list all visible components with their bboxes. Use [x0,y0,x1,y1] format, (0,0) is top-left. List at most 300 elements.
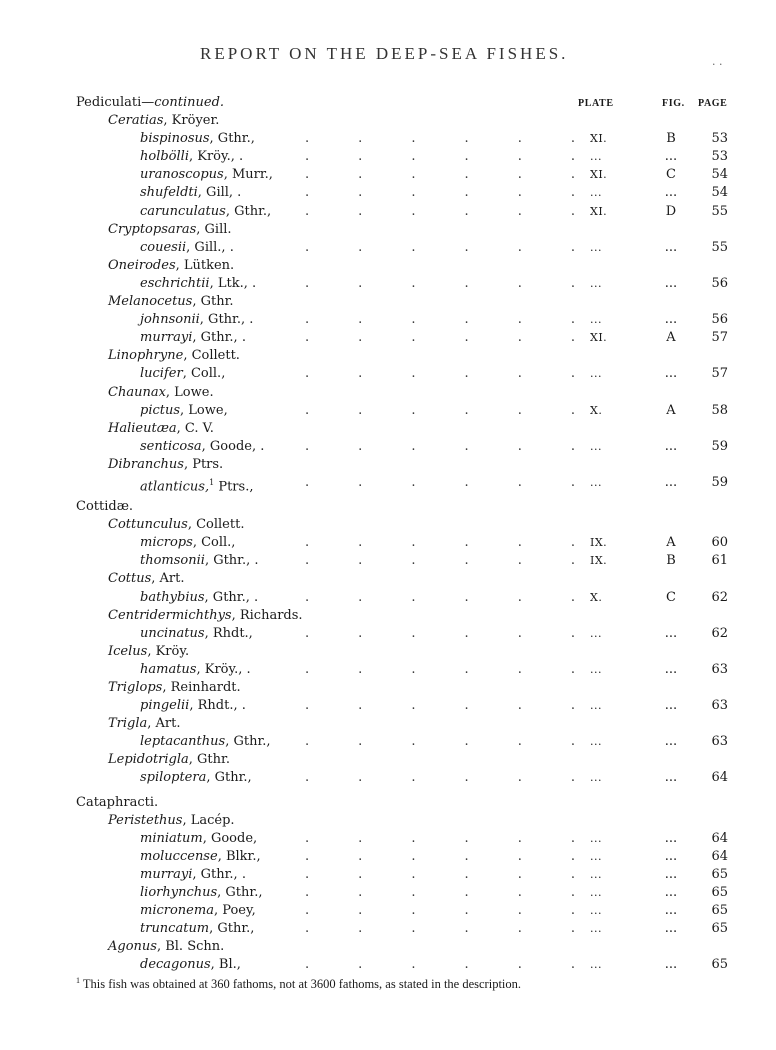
page-cell: 57 [711,330,728,346]
plate-cell: ... [590,771,602,785]
continued-label: —continued. [141,95,225,110]
fig-cell: D [665,203,677,219]
dot-leader: . . . . . . [305,903,575,919]
taxon-name: couesii [140,239,187,255]
page-cell: 62 [711,625,728,641]
taxon-name: holbölli [140,149,189,165]
entry-label [108,679,241,697]
plate-cell: ... [590,276,602,290]
taxon-authority: , C. V. [176,420,214,436]
taxon-authority: , Lütken. [175,257,235,273]
fig-cell: ... [664,698,678,714]
taxon-name: Dibranchus [108,456,184,472]
entry-label [140,769,252,787]
species-row [0,203,776,221]
entry-label [140,848,261,866]
genus-row [0,715,776,733]
entry-label [140,697,246,715]
plate-cell: ... [590,475,602,489]
dot-leader: . . . . . . [305,698,575,714]
dot-leader: . . . . . . [305,885,575,901]
footnote-marker: 1 [76,976,80,985]
taxon-authority: , Gthr., [225,734,271,750]
genus-row [0,812,776,830]
plate-cell: IX. [590,536,608,550]
entry-label [140,166,273,184]
genus-row [0,679,776,697]
plate-cell: ... [590,439,602,453]
plate-cell: ... [590,958,602,972]
dot-leader: . . . . . . [305,366,575,382]
taxon-authority: , Gthr., . [199,312,254,328]
taxon-name: micronema [140,903,214,919]
genus-row [0,516,776,534]
entry-label [140,589,258,607]
taxon-authority: , Rhdt., [204,625,253,641]
plate-cell: ... [590,240,602,254]
dot-leader: . . . . . . [305,203,575,219]
taxon-name: Cryptopsaras [108,221,197,237]
fig-cell: ... [664,239,678,255]
taxon-authority: , Poey, [213,903,256,919]
page-cell: 64 [711,848,728,864]
fig-cell: ... [664,830,678,846]
plate-cell: ... [590,699,602,713]
fig-cell: A [666,535,676,551]
taxon-authority: , Collett. [183,348,240,364]
dot-leader: . . . . . . [305,149,575,165]
page-cell: 64 [711,770,728,786]
fig-cell: ... [664,866,678,882]
plate-cell: XI. [590,168,608,182]
taxon-name: murrayi [140,866,193,882]
taxon-authority: , Collett. [187,517,245,533]
entry-label [140,956,241,974]
species-row [0,311,776,329]
entry-label [108,456,223,474]
taxon-name: Cottus [108,571,152,587]
page-cell: 60 [711,535,728,551]
species-row [0,769,776,787]
species-row [0,902,776,920]
fig-cell: ... [664,149,678,165]
fig-cell: B [666,131,676,147]
taxon-authority: , Goode, [202,830,258,846]
fig-cell: B [666,553,676,569]
entry-label [140,239,234,257]
genus-row [0,643,776,661]
species-row [0,956,776,974]
taxon-authority: , Kröy., . [196,661,251,677]
dot-leader: . . . . . . [305,330,575,346]
taxon-name: Ceratias [108,113,164,129]
taxon-name: pictus [140,402,181,418]
species-row [0,438,776,456]
taxon-authority: , Blkr., [217,848,261,864]
taxon-name: Agonus [108,939,157,955]
fig-cell: ... [664,366,678,382]
page-cell: 55 [711,203,728,219]
taxon-name: uncinatus [140,625,205,641]
taxon-name: bispinosus [140,131,210,147]
dot-leader: . . . . . . [305,275,575,291]
entry-label [76,498,133,516]
taxon-name: Triglops [108,680,163,695]
plate-cell: IX. [590,554,608,568]
taxon-name: lucifer [140,366,183,382]
plate-cell: ... [590,367,602,381]
page-cell: 59 [711,474,728,490]
taxon-name: spiloptera [140,770,207,786]
dot-leader: . . . . . . [305,185,575,201]
dot-leader: . . . . . . [305,553,575,569]
species-row [0,184,776,202]
plate-cell: ... [590,313,602,327]
species-row [0,920,776,938]
column-header-plate: PLATE [578,98,614,109]
dot-leader: . . . . . . [305,830,575,846]
plate-cell: ... [590,867,602,881]
page-cell: 61 [711,553,728,569]
fig-cell: ... [664,438,678,454]
page-cell: 64 [711,830,728,846]
taxon-authority: , Goode, . [201,438,265,454]
taxon-name: Chaunax [108,384,166,400]
species-row [0,365,776,383]
genus-row [0,751,776,769]
entry-label [108,420,214,438]
taxon-authority: , Gthr., . [192,866,246,882]
entry-label [108,643,189,661]
family-heading-row [0,94,776,112]
species-row [0,625,776,643]
fig-cell: ... [664,275,678,291]
taxon-name: Lepidotrigla [108,752,189,768]
taxon-name: atlanticus, [140,479,210,495]
entry-label [108,112,219,130]
dot-leader: . . . . . . [305,848,575,864]
taxon-name: miniatum [140,830,203,846]
species-row [0,884,776,902]
taxon-authority: , Kröy. [147,643,190,659]
plate-cell: XI. [590,331,608,345]
species-row [0,552,776,570]
dot-leader: . . . . . . [305,661,575,677]
entry-label [108,293,234,311]
taxon-authority: , Kröy., . [188,149,244,165]
entry-label [140,474,253,496]
plate-cell: ... [590,735,602,749]
taxon-authority: , Gthr., [209,131,255,147]
entry-label [140,902,256,920]
entry-label [140,661,251,679]
page-cell: 63 [711,698,728,714]
entry-label [140,184,241,202]
column-header-fig: FIG. [662,98,685,109]
entry-label [140,830,257,848]
taxon-authority: , Gill, . [197,185,242,201]
taxon-name: Linophryne [108,348,184,364]
entry-label [140,438,264,456]
taxon-authority: , Art. [151,571,185,587]
plate-cell: ... [590,150,602,164]
species-row [0,275,776,293]
page-cell: 53 [711,149,728,165]
taxon-name: Trigla [108,716,148,732]
genus-row [0,293,776,311]
page-cell: 62 [711,589,728,605]
taxon-authority: , Rhdt., . [189,698,246,714]
species-row [0,589,776,607]
genus-row [0,938,776,956]
fig-cell: C [666,589,676,605]
page-cell: 59 [711,438,728,454]
species-row [0,130,776,148]
page-cell: 65 [711,921,728,937]
fig-cell: ... [664,474,678,490]
taxon-authority: , Murr., [223,167,273,183]
species-row [0,534,776,552]
entry-label [108,751,230,769]
taxon-authority: , Art. [147,716,181,732]
genus-row [0,347,776,365]
genus-row [0,221,776,239]
plate-cell: ... [590,626,602,640]
dot-leader: . . . . . . [305,734,575,750]
entry-label [140,275,256,293]
fig-cell: A [666,330,676,346]
taxon-name: Peristethus [108,812,183,828]
entry-label [140,365,225,383]
taxon-name: thomsonii [140,553,205,569]
entry-label [108,516,244,534]
species-row [0,329,776,347]
dot-leader: . . . . . . [305,866,575,882]
running-head-text: REPORT ON THE DEEP-SEA FISHES. [200,44,569,63]
genus-row [0,420,776,438]
plate-cell: X. [590,403,603,417]
species-row [0,239,776,257]
fig-cell: ... [664,185,678,201]
page-cell: 58 [711,402,728,418]
taxon-authority: , Gthr., [225,203,272,219]
entry-label [108,384,214,402]
taxon-name: uranoscopus [140,167,224,183]
taxon-name: moluccense [140,848,218,864]
fig-cell: ... [664,848,678,864]
taxon-name: eschrichtii [140,275,210,291]
entry-label [140,733,271,751]
page-folio: · · [712,58,723,71]
fig-cell: ... [664,921,678,937]
page-cell: 54 [711,167,728,183]
taxon-authority: , Lowe, [180,402,228,418]
page-cell: 65 [711,903,728,919]
taxon-authority: , Gill. [196,221,232,237]
species-row [0,830,776,848]
entry-label [108,938,224,956]
species-row [0,848,776,866]
taxon-name: murrayi [140,330,193,346]
taxon-name: pingelii [140,698,190,714]
entry-label [140,625,253,643]
family-heading-row [0,498,776,516]
taxon-authority: , Gthr., [217,885,263,901]
dot-leader: . . . . . . [305,438,575,454]
fig-cell: ... [664,957,678,973]
genus-row [0,456,776,474]
taxon-authority: , Richards. [231,607,303,623]
entry-label [140,402,228,420]
fig-cell: A [666,402,676,418]
fig-cell: ... [664,885,678,901]
page-cell: 53 [711,131,728,147]
taxon-name: Centridermichthys [108,607,232,623]
entry-label [108,347,240,365]
species-row [0,402,776,420]
taxon-name: liorhynchus [140,885,218,901]
taxon-authority: , Ptrs. [183,456,224,472]
index-table [0,94,776,975]
page-cell: 57 [711,366,728,382]
entry-label [140,866,246,884]
taxon-authority: , Gthr. [188,752,230,768]
dot-leader: . . . . . . [305,921,575,937]
taxon-name: Cataphracti. [76,794,159,810]
taxon-name: Icelus [108,643,148,659]
dot-leader: . . . . . . [305,312,575,328]
dot-leader: . . . . . . [305,589,575,605]
taxon-authority: , Kröyer. [163,113,220,129]
species-row [0,733,776,751]
taxon-name: Melanocetus [108,294,193,310]
entry-label [140,552,259,570]
species-row [0,148,776,166]
page-cell: 63 [711,734,728,750]
genus-row [0,257,776,275]
dot-leader: . . . . . . [305,625,575,641]
plate-cell: ... [590,662,602,676]
genus-row [0,112,776,130]
taxon-name: Halieutæa [108,420,177,436]
taxon-authority: , Lowe. [165,384,214,400]
plate-cell: ... [590,922,602,936]
page-cell: 55 [711,239,728,255]
taxon-authority: , Gthr., . [204,553,259,569]
plate-cell: XI. [590,204,608,218]
entry-label [108,221,232,239]
taxon-authority: , Gthr., [206,770,252,786]
taxon-authority: , Reinhardt. [162,680,241,695]
entry-label [140,148,243,166]
plate-cell: ... [590,886,602,900]
genus-row [0,384,776,402]
species-row [0,474,776,495]
entry-label [108,570,185,588]
plate-cell: ... [590,831,602,845]
dot-leader: . . . . . . [305,535,575,551]
taxon-name: Cottunculus [108,517,188,533]
dot-leader: . . . . . . [305,957,575,973]
entry-label [140,130,255,148]
fig-cell: ... [664,625,678,641]
taxon-name: Cottidæ. [76,499,134,515]
taxon-authority: , Gthr., [209,921,255,937]
taxon-name: johnsonii [140,312,200,328]
taxon-name: bathybius [140,589,205,605]
fig-cell: ... [664,734,678,750]
page-cell: 65 [711,957,728,973]
dot-leader: . . . . . . [305,239,575,255]
species-row [0,697,776,715]
species-row [0,661,776,679]
dot-leader: . . . . . . [305,167,575,183]
taxon-name: carunculatus [140,203,226,219]
footnote [76,976,521,992]
taxon-authority: , Gthr., . [204,589,259,605]
taxon-authority: , Bl. Schn. [156,939,225,955]
species-row [0,166,776,184]
entry-label [140,329,246,347]
taxon-name: truncatum [140,921,210,937]
entry-label [108,257,234,275]
entry-label [140,534,235,552]
genus-row [0,607,776,625]
entry-label [76,94,224,112]
entry-label [108,715,181,733]
footnote-text: This fish was obtained at 360 fathoms, not at 3600 fathoms, as stated in the description. [80,977,522,992]
entry-label [140,884,262,902]
plate-cell: ... [590,849,602,863]
taxon-authority: , Ltk., . [209,275,257,291]
family-heading-row [0,794,776,812]
plate-cell: XI. [590,132,608,146]
running-head [200,44,569,66]
taxon-authority: , Coll., [192,535,236,551]
taxon-name: decagonus [140,957,211,973]
taxon-name: Oneirodes [108,257,176,273]
page-cell: 65 [711,885,728,901]
taxon-authority: , Lacép. [182,812,235,828]
page-cell: 65 [711,866,728,882]
taxon-authority: , Bl., [210,957,241,973]
plate-cell: ... [590,186,602,200]
page-cell: 56 [711,312,728,328]
entry-label [76,794,158,812]
taxon-authority: Ptrs., [214,479,254,495]
plate-cell: ... [590,904,602,918]
dot-leader: . . . . . . [305,131,575,147]
fig-cell: ... [664,770,678,786]
fig-cell: ... [664,661,678,677]
footnote-ref: 1 [209,477,215,487]
taxon-authority: , Gthr., . [192,330,246,346]
column-header-page: PAGE [698,98,728,109]
entry-label [140,920,254,938]
dot-leader: . . . . . . [305,474,575,490]
page-cell: 56 [711,275,728,291]
taxon-name: shufeldti [140,185,198,201]
taxon-name: leptacanthus [140,734,226,750]
dot-leader: . . . . . . [305,770,575,786]
taxon-authority: , Gill., . [186,239,234,255]
entry-label [108,812,235,830]
fig-cell: C [666,167,676,183]
dot-leader: . . . . . . [305,402,575,418]
plate-cell: X. [590,590,603,604]
taxon-name: hamatus [140,661,197,677]
taxon-authority: , Coll., [182,366,226,382]
